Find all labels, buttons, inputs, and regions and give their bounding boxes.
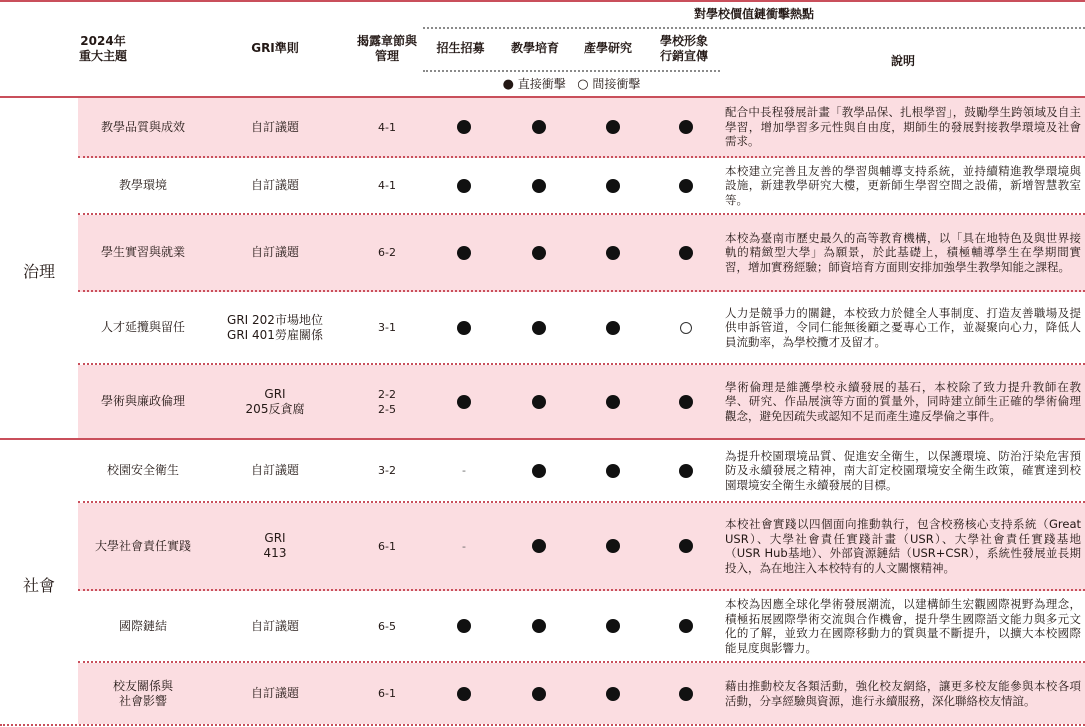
impact-cell [428,365,500,438]
impact-cell [650,158,722,213]
impact-cell [501,98,576,156]
header-impact-title: 對學校價值鏈衝擊熱點 [693,7,814,21]
table-row [78,663,1085,724]
direct-impact-icon [679,120,693,134]
impact-cell [428,663,500,724]
impact-cell [501,158,576,213]
table-row [78,292,1085,365]
direct-impact-icon [532,179,546,193]
direct-impact-icon [532,464,546,478]
direct-impact-icon [532,246,546,260]
topic-cell: 教學品質與成效 [100,119,185,134]
header-divider [423,70,720,72]
description-cell: 學術倫理是維護學校永續發展的基石，本校除了致力提升教師在教學、研究、作品展演等方面的質量外，同時建立師生正確的學術倫理觀念，避免因疏失或認知不足而產生違反學倫之事件。 [725,379,1081,423]
description-cell: 為提升校園環境品質、促進安全衛生，以保護環境、防治汙染危害預防及永續發展之精神，南大訂定校園環境安全衛生政策，確實達到校園環境安全衛生永續發展的目標。 [725,448,1081,492]
table-bottom-rule [0,724,1085,726]
impact-cell [428,292,500,363]
impact-cell [428,440,500,501]
direct-impact-icon [532,687,546,701]
impact-cell [501,591,576,661]
gri-cell: 自訂議題 [250,119,299,134]
direct-impact-icon [457,179,471,193]
impact-cell [650,365,722,438]
chapter-cell: 6-1 [378,539,396,553]
impact-cell [576,365,650,438]
description-cell: 人力是競爭力的關鍵，本校致力於健全人事制度、打造友善職場及提供申訴管道，令同仁能無後顧之憂專心工作，並凝聚向心力，降低人員流動率，為學校攬才及留才。 [725,305,1081,349]
indirect-impact-icon: ○ [577,77,589,92]
topic-cell: 校園安全衛生 [106,463,179,477]
impact-cell [576,292,650,363]
category-label-governance: 治理 [22,262,55,281]
impact-cell [576,503,650,589]
direct-impact-icon [457,395,471,409]
chapter-cell: 4-1 [378,179,396,192]
gri-cell: 自訂議題 [250,245,299,259]
direct-impact-icon [532,321,546,335]
description-cell: 本校為因應全球化學術發展潮流，以建構師生宏觀國際視野為理念，積極拓展國際學術交流與合作機會，提升學生國際語文能力與多元文化的了解，並致力在國際移動力的質與量不斷提升，以擴大本校國際能見度與影響力。 [725,597,1081,655]
topic-cell: 校友關係與 社會影響 [112,678,173,708]
direct-impact-icon [606,246,620,260]
header-year-topic: 2024年 重大主題 [78,34,127,63]
impact-cell [576,98,650,156]
impact-cell [650,591,722,661]
header-chapter: 揭露章節與 管理 [356,34,417,63]
impact-cell [428,591,500,661]
impact-cell [650,98,722,156]
header-impact-col-2: 教學培育 [510,41,559,55]
gri-cell: 自訂議題 [250,178,299,192]
topic-cell: 教學環境 [118,178,167,192]
legend-direct-label: 直接衝擊 [517,77,566,91]
direct-impact-icon: ● [502,77,514,92]
legend-indirect-label: 間接衝擊 [592,77,641,91]
chapter-cell: 3-2 [378,464,396,477]
category-label-social: 社會 [22,576,55,595]
chapter-cell: 6-2 [378,246,396,259]
header-impact-col-3: 產學研究 [583,41,632,55]
direct-impact-icon [679,687,693,701]
chapter-cell: 6-1 [378,687,396,700]
chapter-cell: 2-2 2-5 [378,387,396,416]
description-cell: 本校建立完善且友善的學習與輔導支持系統，並持續精進教學環境與設施，新建教學研究大樓，更新師生學習空間之設備，新增智慧教室等。 [725,163,1081,207]
impact-cell [576,158,650,213]
topic-cell: 大學社會責任實踐 [94,538,191,553]
impact-cell [501,440,576,501]
impact-cell [428,158,500,213]
header-impact-col-1: 招生招募 [436,41,485,55]
impact-cell [501,663,576,724]
table-row [78,215,1085,292]
direct-impact-icon [532,395,546,409]
impact-title-divider [423,27,1085,29]
table-row [78,158,1085,215]
impact-cell [576,663,650,724]
chapter-cell: 4-1 [378,120,396,134]
gri-cell: GRI 202市場地位 GRI 401勞雇關係 [227,312,323,342]
topic-cell: 國際鏈結 [118,618,167,633]
topic-cell: 學生實習與就業 [100,245,185,259]
impact-cell [501,292,576,363]
topic-cell: 人才延攬與留任 [100,320,185,334]
no-impact-mark: - [462,464,466,477]
header-desc: 說明 [890,54,915,68]
table-row [78,365,1085,438]
impact-cell [576,215,650,290]
direct-impact-icon [457,120,471,134]
impact-cell [428,215,500,290]
table-row [78,98,1085,158]
direct-impact-icon [606,619,620,633]
direct-impact-icon [606,539,620,553]
impact-cell [650,663,722,724]
direct-impact-icon [457,246,471,260]
description-cell: 配合中長程發展計畫「教學品保、扎根學習」，鼓勵學生跨領域及自主學習，增加學習多元性與自由度，期師生的發展對接教學環境及社會需求。 [725,105,1081,149]
impact-cell [650,440,722,501]
chapter-cell: 6-5 [378,619,396,633]
table-row [78,503,1085,591]
impact-cell [428,98,500,156]
impact-cell [576,591,650,661]
chapter-cell: 3-1 [378,321,396,334]
impact-cell [428,503,500,589]
direct-impact-icon [457,619,471,633]
direct-impact-icon [679,246,693,260]
gri-cell: GRI 413 [263,531,287,560]
no-impact-mark: - [462,539,466,553]
topic-cell: 學術與廉政倫理 [100,394,185,408]
direct-impact-icon [606,464,620,478]
impact-cell [650,292,722,363]
description-cell: 本校社會實踐以四個面向推動執行，包含校務核心支持系統（Great USR）、大學社會責任實踐計畫（USR）、大學社會責任實踐基地（USR Hub基地）、外部資源鏈結（USR+CSR），系統性發展並長期投入，為在地注入本校特有的人文關懷精神。 [725,517,1081,575]
impact-cell [650,503,722,589]
impact-cell [501,215,576,290]
top-rule [0,0,1085,2]
direct-impact-icon [532,619,546,633]
impact-cell [501,365,576,438]
direct-impact-icon [679,464,693,478]
direct-impact-icon [606,687,620,701]
header-impact-col-4: 學校形象 行銷宣傳 [659,34,708,63]
table-row [78,440,1085,503]
gri-cell: 自訂議題 [250,618,299,633]
direct-impact-icon [457,321,471,335]
direct-impact-icon [606,321,620,335]
direct-impact-icon [606,395,620,409]
impact-cell [650,215,722,290]
indirect-impact-icon [680,322,692,334]
description-cell: 本校為臺南市歷史最久的高等教育機構，以「具在地特色及與世界接軌的精緻型大學」為願景，於此基礎上，積極輔導學生在學期間實習，增加實務經驗；師資培育方面則安排加強學生教學知能之課程。 [725,230,1081,274]
description-cell: 藉由推動校友各類活動，強化校友網絡，讓更多校友能參與本校各項活動，分享經驗與資源，進行永續服務，深化聯絡校友情誼。 [725,679,1081,708]
direct-impact-icon [606,179,620,193]
gri-cell: GRI 205反貪腐 [245,386,305,416]
header-gri: GRI準則 [251,41,299,55]
impact-legend [423,75,720,93]
direct-impact-icon [457,687,471,701]
direct-impact-icon [606,120,620,134]
table-row [78,591,1085,663]
direct-impact-icon [532,539,546,553]
direct-impact-icon [679,395,693,409]
direct-impact-icon [532,120,546,134]
impact-cell [501,503,576,589]
direct-impact-icon [679,539,693,553]
direct-impact-icon [679,619,693,633]
gri-cell: 自訂議題 [250,463,299,477]
direct-impact-icon [679,179,693,193]
impact-cell [576,440,650,501]
gri-cell: 自訂議題 [250,686,299,700]
